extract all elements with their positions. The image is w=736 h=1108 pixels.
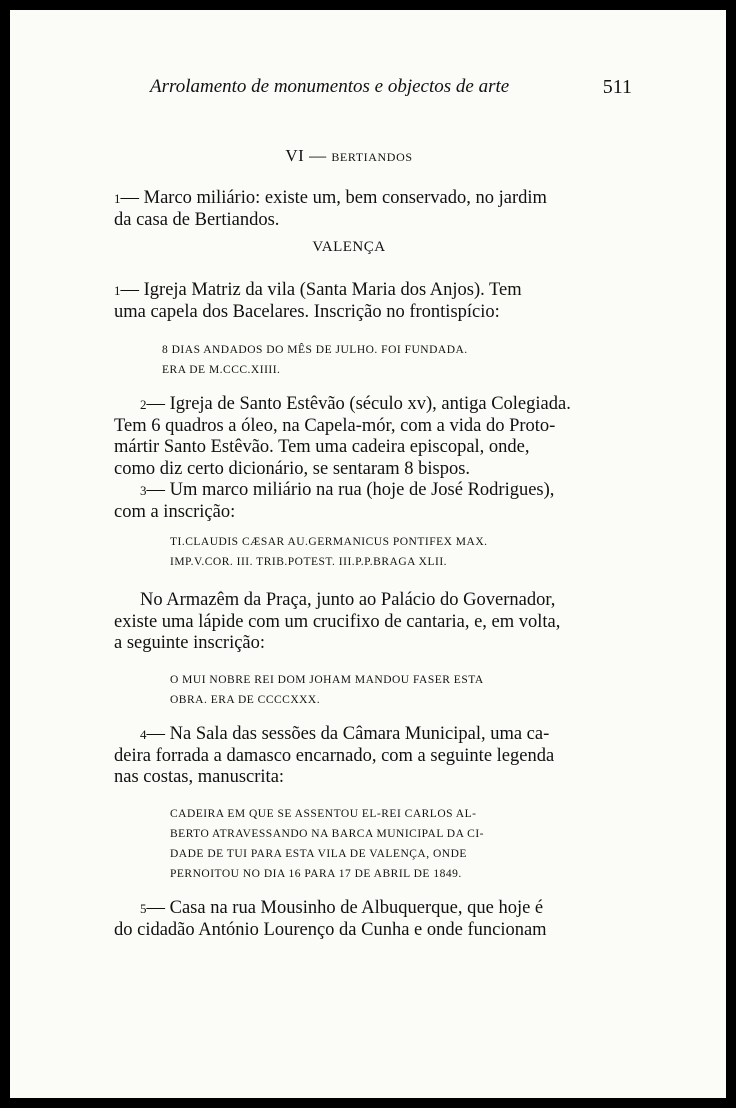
paragraph-bertiandos-1: 1— Marco miliário: existe um, bem conservado, no jardim da casa de Bertiandos.: [114, 188, 547, 230]
section-title-bertiandos: VI — BERTIANDOS: [285, 146, 413, 165]
running-title: Arrolamento de monumentos e objectos de arte: [150, 76, 510, 97]
paragraph-armazem: No Armazêm da Praça, junto ao Palácio do Governador, existe uma lápide com um crucifixo de cantaria, e, em volta, a seguinte inscrição:: [114, 590, 561, 653]
inscription-igreja-matriz: 8 DIAS ANDADOS DO MÊS DE JULHO. FOI FUNDADA. ERA DE M.CCC.XIIII.: [162, 344, 468, 376]
section-title-valenca: VALENÇA: [312, 239, 386, 255]
paragraph-valenca-2: 2— Igreja de Santo Estêvão (século xv), antiga Colegiada. Tem 6 quadros a óleo, na Capela-mór, com a vida do Proto- mártir Santo Estêvão. Tem uma cadeira episcopal, onde, como diz certo dicionário, se sentaram 8 bispos. 3— Um marco miliário na rua (hoje de José Rodrigues), com a inscrição:: [114, 394, 571, 522]
paragraph-valenca-5: 5— Casa na rua Mousinho de Albuquerque, que hoje é do cidadão António Lourenço da Cunha e onde funcionam: [114, 898, 547, 940]
page-number: 511: [602, 76, 632, 98]
inscription-marco-miliario: TI.CLAUDIS CÆSAR AU.GERMANICUS PONTIFEX MAX. IMP.V.COR. III. TRIB.POTEST. III.P.P.BRAGA XLII.: [170, 536, 488, 568]
inscription-armazem: O MUI NOBRE REI DOM JOHAM MANDOU FASER ESTA OBRA. ERA DE CCCCXXX.: [170, 674, 484, 706]
scanned-page: [10, 10, 726, 1098]
paragraph-valenca-1: 1— Igreja Matriz da vila (Santa Maria dos Anjos). Tem uma capela dos Bacelares. Inscrição no frontispício:: [114, 280, 522, 322]
paragraph-valenca-4: 4— Na Sala das sessões da Câmara Municipal, uma ca- deira forrada a damasco encarnado, com a seguinte legenda nas costas, manuscrita:: [114, 724, 555, 787]
inscription-cadeira: CADEIRA EM QUE SE ASSENTOU EL-REI CARLOS AL- BERTO ATRAVESSANDO NA BARCA MUNICIPAL DA CI- DADE DE TUI PARA ESTA VILA DE VALENÇA, ONDE PERNOITOU NO DIA 16 PARA 17 DE ABRIL DE 1849.: [170, 808, 484, 880]
running-header: [150, 76, 632, 98]
